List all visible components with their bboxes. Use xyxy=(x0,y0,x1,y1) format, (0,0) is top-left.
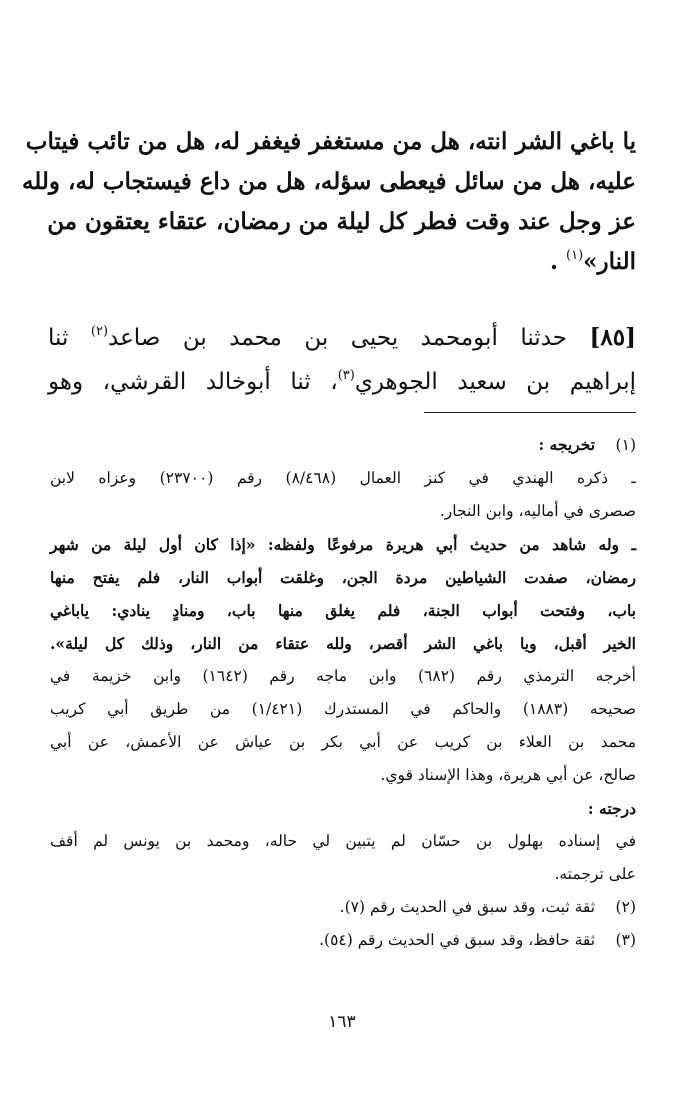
hadith-number: [٨٥] xyxy=(589,324,637,351)
footnote-number: (٣) xyxy=(615,931,636,949)
main-text-fragment: النار» xyxy=(583,248,636,275)
footnote-2 xyxy=(50,891,636,924)
footnote-line: في إسناده بهلول بن حسّان لم يتبين لي حاله، ومحمد بن يونس لم أقف xyxy=(50,832,636,850)
main-text-line: يا باغي الشر انته، هل من مستغفر فيغفر له، هل من تائب فيتاب xyxy=(25,128,636,155)
footnote-separator xyxy=(424,412,636,413)
footnote-line: صحيحه (١٨٨٣) والحاكم في المستدرك (١/٤٢١) من طريق أبي كريب xyxy=(50,700,636,718)
footnote-line: محمد بن العلاء بن كريب عن أبي بكر بن عياش عن الأعمش، عن أبي xyxy=(50,733,636,751)
main-text xyxy=(21,122,636,282)
page-number: ١٦٣ xyxy=(328,1012,356,1032)
footnote-number: (٢) xyxy=(615,898,636,916)
isnad-line xyxy=(48,316,636,360)
isnad-fragment: حدثنا أبومحمد يحيى بن محمد بن صاعد xyxy=(108,325,567,351)
footnotes xyxy=(50,428,636,957)
footnote-marker: (١) xyxy=(566,248,584,263)
isnad-fragment: إبراهيم بن سعيد الجوهري xyxy=(354,369,637,395)
main-text-line xyxy=(48,242,636,282)
isnad-fragment: ثنا xyxy=(48,325,69,351)
footnote-text: ثقة ثبت، وقد سبق في الحديث رقم (٧). xyxy=(339,898,596,916)
main-text-line: عز وجل عند وقت فطر كل ليلة من رمضان، عتقاء يعتقون من xyxy=(47,208,636,235)
footnote-line: أخرجه الترمذي رقم (٦٨٢) وابن ماجه رقم (١٦٤٢) وابن خزيمة في xyxy=(50,667,636,685)
footnote-line: صالح، عن أبي هريرة، وهذا الإسناد قوي. xyxy=(380,766,636,784)
hadith-isnad xyxy=(48,316,636,404)
footnote-1-heading xyxy=(50,428,636,462)
footnote-text: ثقة حافظ، وقد سبق في الحديث رقم (٥٤). xyxy=(319,931,596,949)
footnote-line: على ترجمته. xyxy=(554,865,636,883)
footnote-marker: (٣) xyxy=(337,368,355,383)
isnad-fragment: ، ثنا أبوخالد القرشي، وهو xyxy=(48,369,338,395)
footnote-line: صصرى في أماليه، وابن النجار. xyxy=(439,502,636,520)
footnote-grade-title: درجته : xyxy=(587,799,636,818)
isnad-line xyxy=(48,360,636,404)
footnote-line: ـ ذكره الهندي في كنز العمال (٨/٤٦٨) رقم (٢٣٧٠٠) وعزاه لابن xyxy=(50,469,636,487)
footnote-line: الخير أقبل، ويا باغي الشر أقصر، ولله عتقاء من النار، وذلك كل ليلة». xyxy=(50,634,636,653)
footnote-title: تخريجه : xyxy=(538,435,596,454)
footnote-line: باب، وفتحت أبواب الجنة، فلم يغلق منها باب، ومنادٍ ينادي: ياباغي xyxy=(50,601,636,620)
main-text-line: عليه، هل من سائل فيعطى سؤله، هل من داع فيستجاب له، ولله xyxy=(21,168,636,195)
footnote-line: رمضان، صفدت الشياطين مردة الجن، وغلقت أبواب النار، فلم يفتح منها xyxy=(50,568,636,587)
footnote-line: ـ وله شاهد من حديث أبي هريرة مرفوعًا ولفظه: «إذا كان أول ليلة من شهر xyxy=(50,535,636,554)
sentence-end: . xyxy=(550,248,559,275)
footnote-marker: (٢) xyxy=(90,324,109,339)
footnote-number: (١) xyxy=(615,436,636,454)
footnote-3 xyxy=(50,924,636,957)
